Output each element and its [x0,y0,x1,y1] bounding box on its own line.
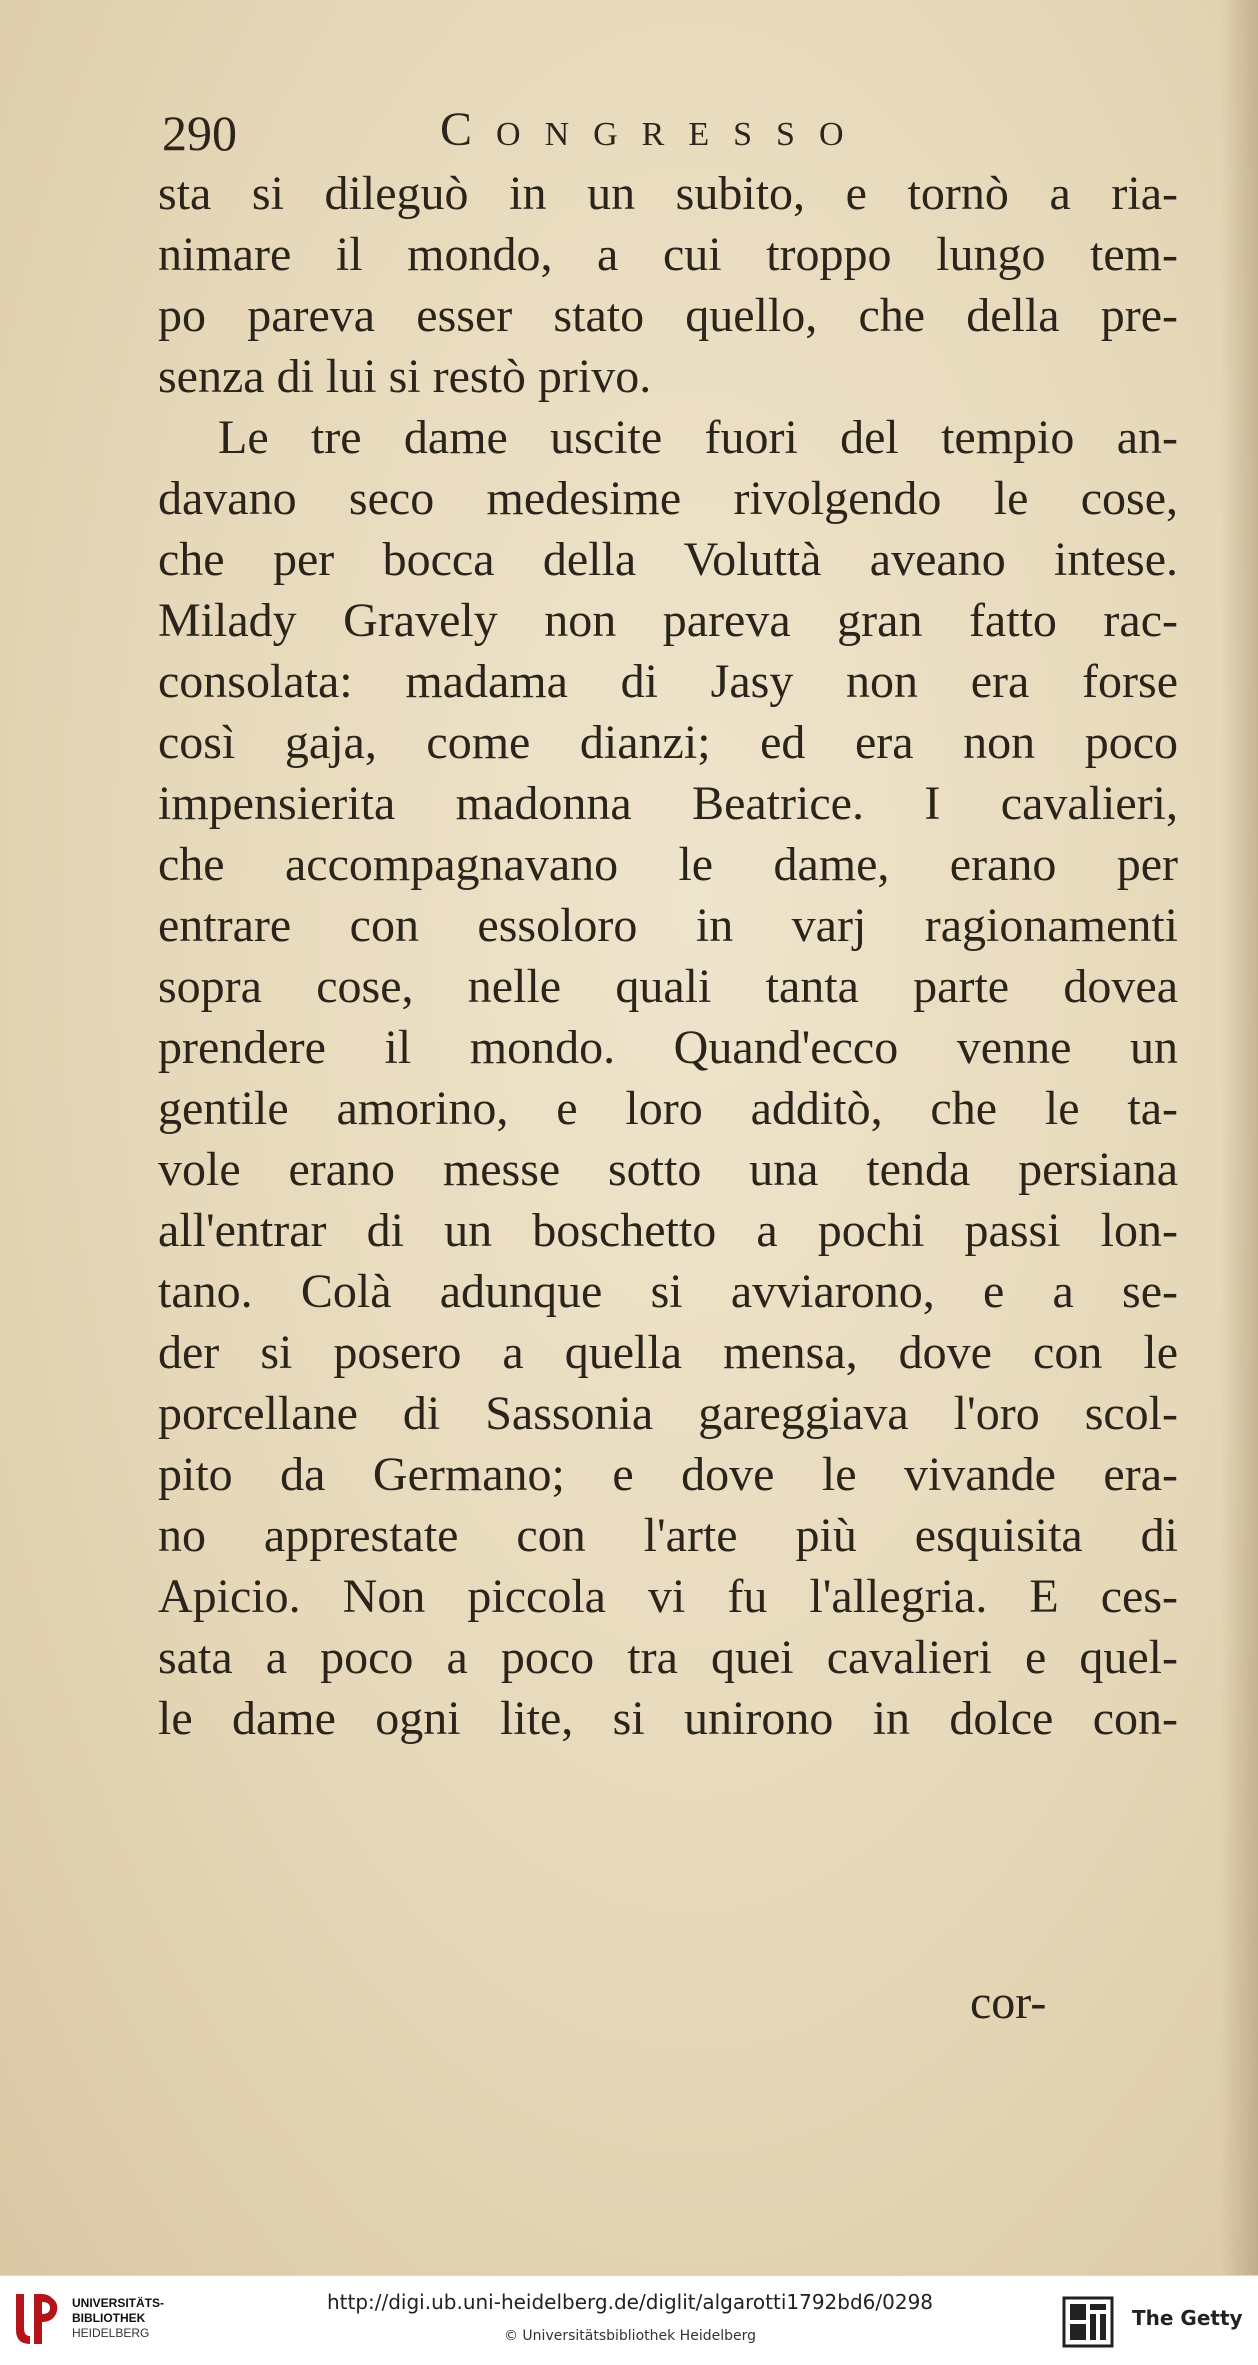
page-number: 290 [162,105,237,161]
text-line: all'entrar di un boschetto a pochi passi lon- [158,1204,1178,1257]
body-text [158,163,1178,1749]
text-line: gentile amorino, e loro additò, che le ta- [158,1082,1178,1135]
getty-logo-icon [1060,2294,1116,2350]
text-line: vole erano messe sotto una tenda persiana [158,1143,1178,1196]
institution-line: BIBLIOTHEK [72,2311,146,2325]
text-line: porcellane di Sassonia gareggiava l'oro scol- [158,1387,1178,1440]
text-line: der si posero a quella mensa, dove con le [158,1326,1178,1379]
text-line: sata a poco a poco tra quei cavalieri e quel- [158,1631,1178,1684]
page-header [0,96,1258,166]
running-title: Congresso [440,103,868,156]
text-line: sta si dileguò in un subito, e tornò a ria- [158,167,1178,220]
text-line: le dame ogni lite, si unirono in dolce con- [158,1692,1178,1745]
copyright-notice: © Universitätsbibliothek Heidelberg [503,2328,756,2344]
text-line: Le tre dame uscite fuori del tempio an- [218,411,1178,464]
text-line: davano seco medesime rivolgendo le cose, [158,472,1178,525]
catchword: cor- [970,1976,1047,2029]
viewer-footer [0,2275,1258,2365]
university-library-name [72,2296,164,2341]
institution-line: HEIDELBERG [72,2326,150,2340]
permalink-url[interactable]: http://digi.ub.uni-heidelberg.de/diglit/algarotti1792bd6/0298 [326,2290,934,2314]
text-line: no apprestate con l'arte più esquisita di [158,1509,1178,1562]
text-line: senza di lui si restò privo. [158,350,652,403]
text-line: pito da Germano; e dove le vivande era- [158,1448,1178,1501]
text-line: sopra cose, nelle quali tanta parte dovea [158,960,1178,1013]
text-line: Apicio. Non piccola vi fu l'allegria. E ces- [158,1570,1178,1623]
text-line: che per bocca della Voluttà aveano intese. [158,533,1178,586]
institution-line: UNIVERSITÄTS- [72,2296,165,2310]
text-line: così gaja, come dianzi; ed era non poco [158,716,1178,769]
text-line: po pareva esser stato quello, che della pre- [158,289,1178,342]
text-line: prendere il mondo. Quand'ecco venne un [158,1021,1178,1074]
text-line: tano. Colà adunque si avviarono, e a se- [158,1265,1178,1318]
partner-name: The Getty [1132,2306,1243,2330]
text-line: Milady Gravely non pareva gran fatto rac- [158,594,1178,647]
page-edge-shadow [1220,0,1258,2275]
text-line: impensierita madonna Beatrice. I cavalieri, [158,777,1178,830]
text-line: consolata: madama di Jasy non era forse [158,655,1178,708]
text-line: nimare il mondo, a cui troppo lungo tem- [158,228,1178,281]
university-library-logo-icon [12,2290,64,2348]
text-line: entrare con essoloro in varj ragionamenti [158,899,1178,952]
text-line: che accompagnavano le dame, erano per [158,838,1178,891]
